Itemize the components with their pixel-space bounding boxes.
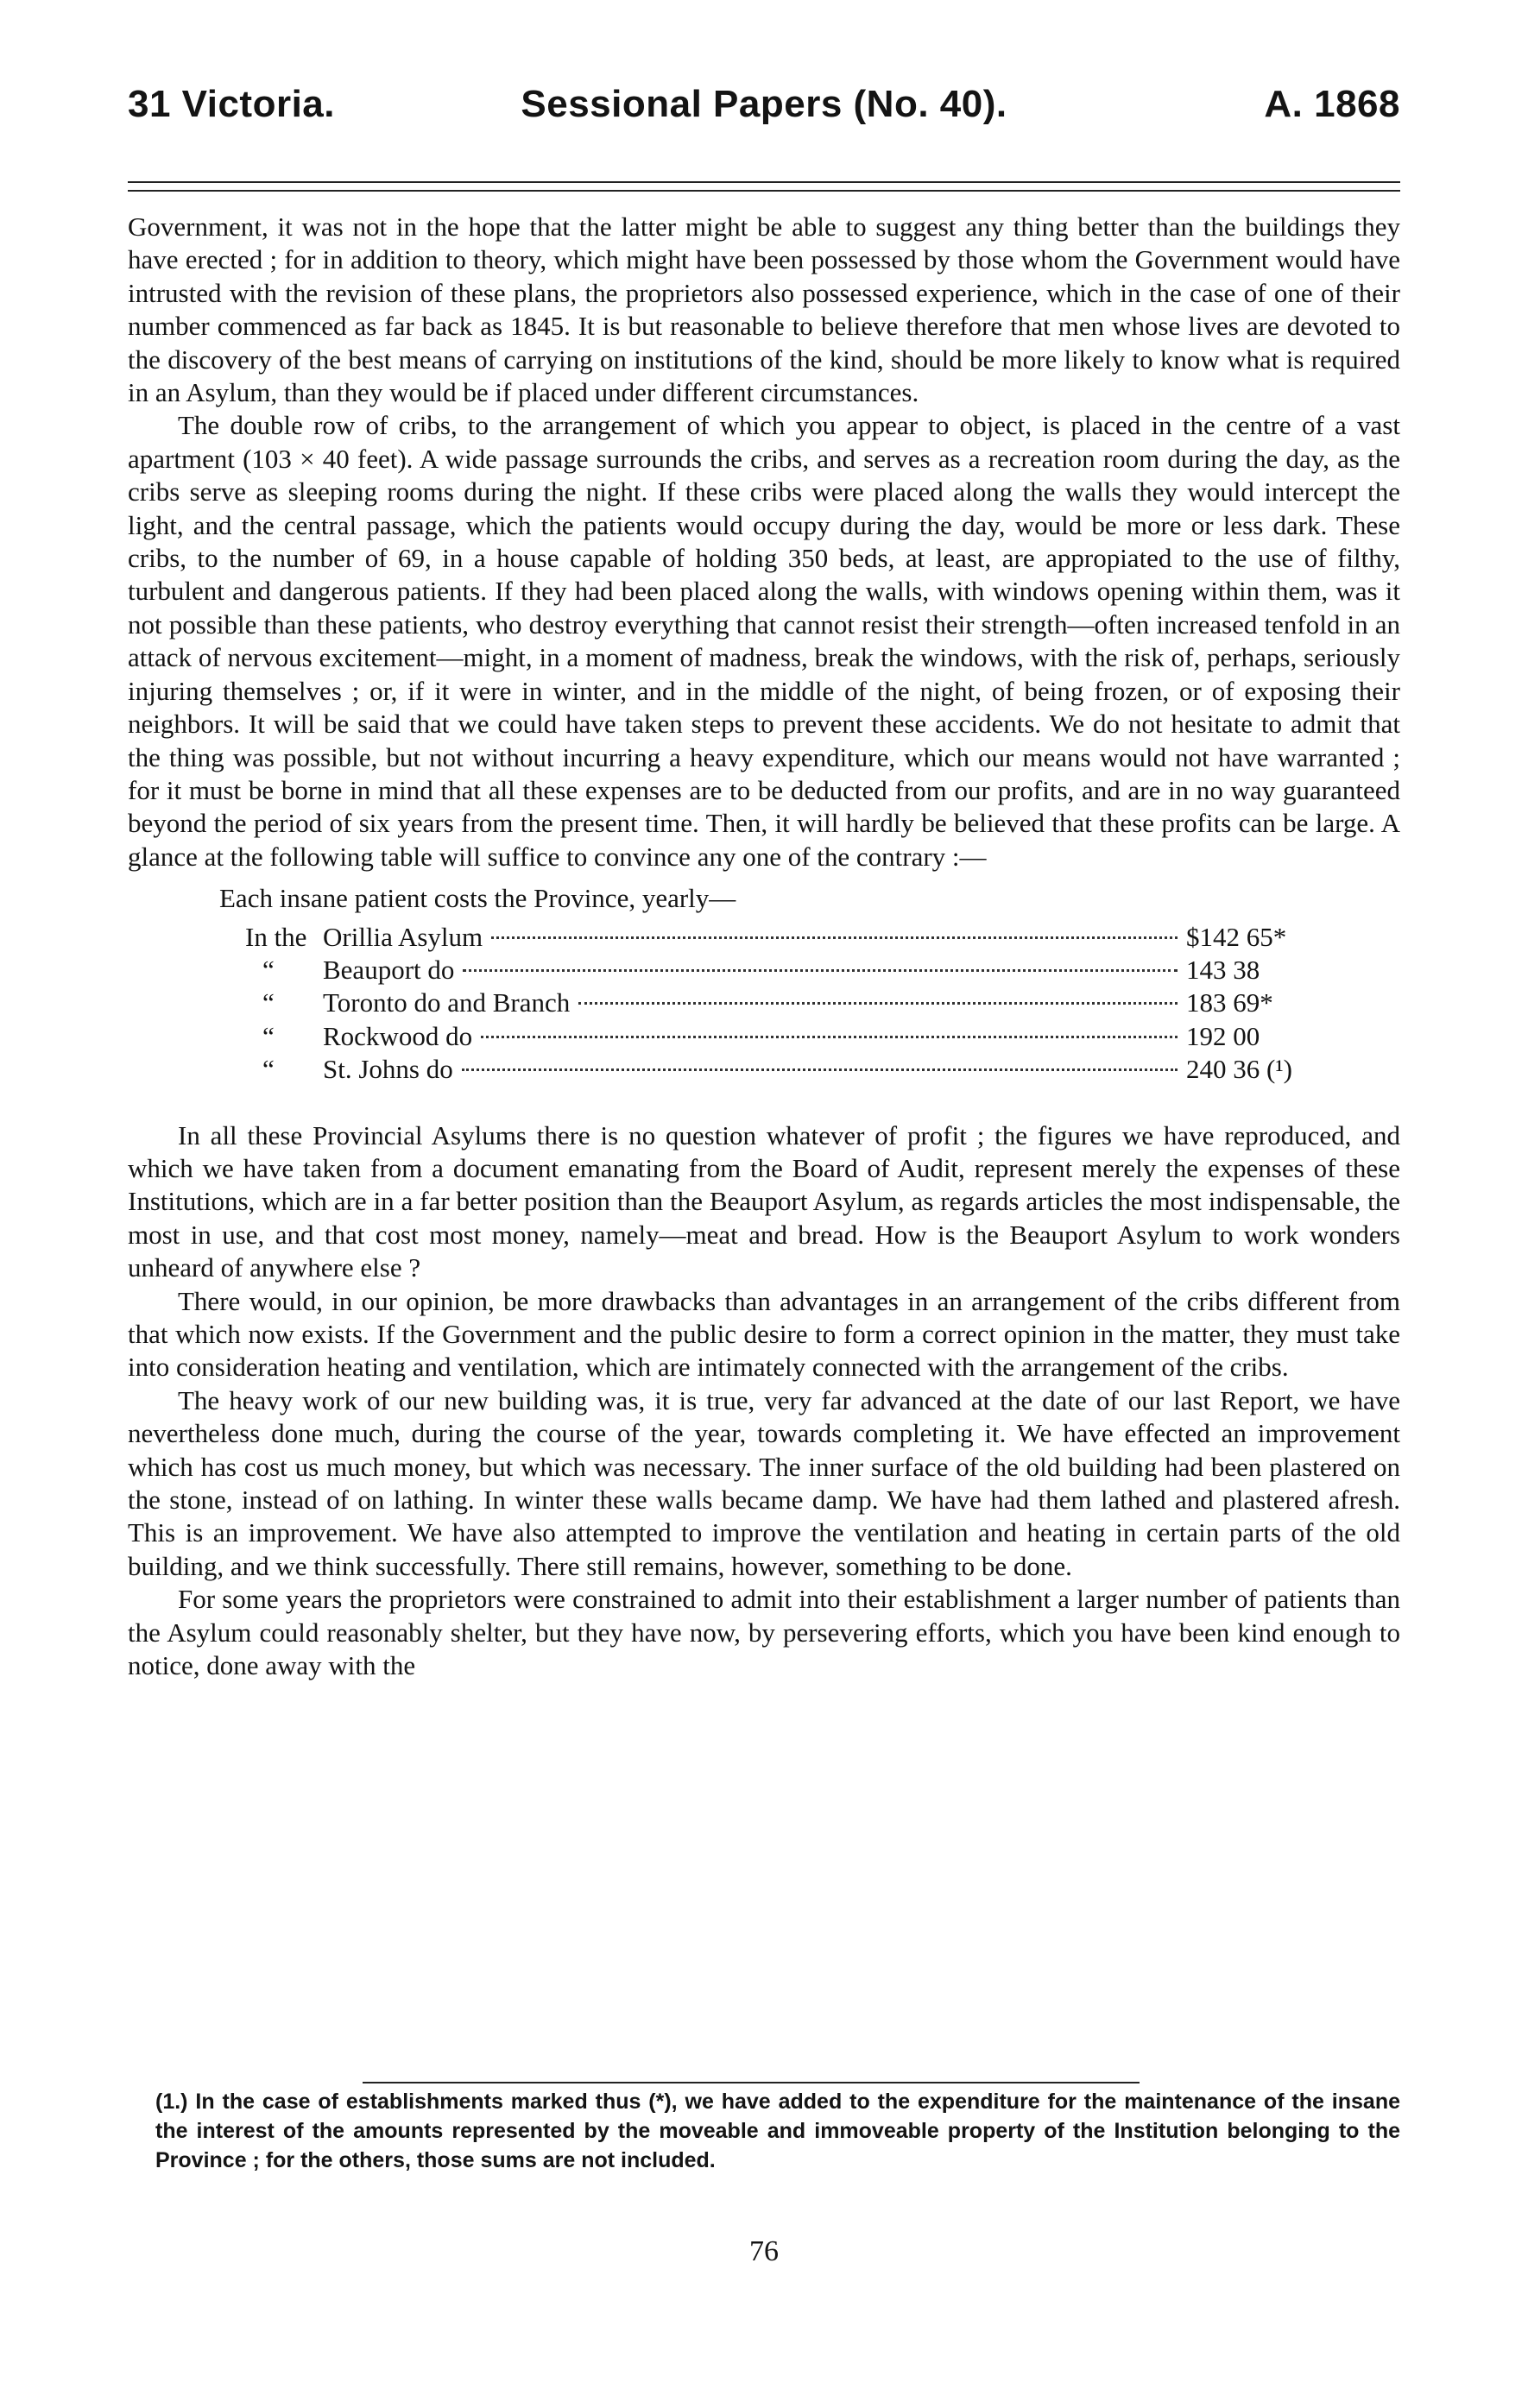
- cost-row-name: Toronto do and Branch: [323, 987, 571, 1018]
- cost-row-prefix: “: [262, 1054, 275, 1085]
- cost-row-name: Rockwood do: [323, 1020, 473, 1051]
- dot-leader: [491, 936, 1178, 939]
- footnote-rule: [363, 2082, 1140, 2083]
- cost-table: [245, 921, 1342, 1087]
- cost-row: [245, 1053, 1342, 1086]
- dot-leader: [463, 969, 1178, 972]
- cost-row: [245, 954, 1342, 987]
- cost-row-amount: 192 00: [1186, 1020, 1260, 1051]
- cost-row: [245, 1020, 1342, 1053]
- paragraph-1: Government, it was not in the hope that the latter might be able to suggest any thing better than the buildings they have erected ; for in addition to theory, which might have been possessed by those whom the Government would have intrusted with the revision of these plans, the proprietors also possessed experience, which in the case of one of their number commenced as far back as 1845. It is but reasonable to believe therefore that men whose lives are devoted to the discovery of the best means of carrying on institutions of the kind, should be more likely to know what is required in an Asylum, than they would be if placed under different circumstances.: [128, 211, 1400, 408]
- paragraph-4: There would, in our opinion, be more drawbacks than advantages in an arrangement of the cribs different from that which now exists. If the Government and the public desire to form a correct opinion in the matter, they must take into consideration heating and ventilation, which are intimately connected with the arrangement of the cribs.: [128, 1285, 1400, 1383]
- cost-row-prefix: In the: [245, 921, 307, 952]
- paragraph-3: In all these Provincial Asylums there is no question whatever of profit ; the figures we have reproduced, and which we have taken from a document emanating from the Board of Audit, represent merely the expenses of these Institutions, which are in a far better position than the Beauport Asylum, as regards articles the most indispensable, the most in use, and that cost most money, namely—meat and bread. How is the Beauport Asylum to work wonders unheard of anywhere else ?: [128, 1119, 1400, 1283]
- dot-leader: [578, 1002, 1178, 1005]
- paragraph-6: For some years the proprietors were constrained to admit into their establishment a larger number of patients than the Asylum could reasonably shelter, but they have now, by persevering efforts, which you have been kind enough to notice, done away with the: [128, 1584, 1400, 1681]
- header-rule: [128, 181, 1400, 192]
- dot-leader: [481, 1036, 1178, 1038]
- cost-row-prefix: “: [262, 1020, 275, 1051]
- cost-row: [245, 987, 1342, 1019]
- cost-row-amount: 143 38: [1186, 954, 1260, 985]
- cost-row-prefix: “: [262, 987, 275, 1018]
- paragraph-2: The double row of cribs, to the arrangement of which you appear to object, is placed in the centre of a vast apartment (103 × 40 feet). A wide passage surrounds the cribs, and serves as a recreation room during the day, as the cribs serve as sleeping rooms during the night. If these cribs were placed along the walls they would intercept the light, and the central passage, which the patients would occupy during the day, would be more or less dark. These cribs, to the number of 69, in a house capable of holding 350 beds, at least, are appropiated to the use of filthy, turbulent and dangerous patients. If they had been placed along the walls, with windows opening within them, was it not possible than these patients, who destroy everything that cannot resist their strength—often increased tenfold in an attack of nervous excitement—might, in a moment of madness, break the windows, with the risk of, perhaps, seriously injuring themselves ; or, if it were in winter, and in the middle of the night, of being frozen, or of exposing their neighbors. It will be said that we could have taken steps to prevent these accidents. We do not hesitate to admit that the thing was possible, but not without incurring a heavy expenditure, which our means would not have warranted ; for it must be borne in mind that all these expenses are to be deducted from our profits, and are in no way guaranteed beyond the period of six years from the present time. Then, it will hardly be believed that these profits can be large. A glance at the following table will suffice to convince any one of the contrary :—: [128, 410, 1400, 872]
- cost-row-amount: $142 65*: [1186, 921, 1287, 952]
- cost-row-name: Orillia Asylum: [323, 921, 483, 952]
- header-year: A. 1868: [1264, 83, 1400, 125]
- body-text: [128, 211, 1400, 1682]
- header-title: Sessional Papers (No. 40).: [521, 83, 1007, 125]
- header-volume: 31 Victoria.: [128, 83, 335, 125]
- cost-row-name: Beauport do: [323, 954, 455, 985]
- running-header: [128, 83, 1400, 143]
- cost-row-amount: 183 69*: [1186, 987, 1273, 1018]
- cost-row-amount: 240 36 (¹): [1186, 1054, 1292, 1085]
- spacer: [128, 1087, 1400, 1119]
- footnote: (1.) In the case of establishments marked thus (*), we have added to the expenditure for the maintenance of the insane the interest of the amounts represented by the moveable and immoveable property of the Institution belonging to the Province ; for the others, those sums are not included.: [155, 2090, 1400, 2172]
- dot-leader: [462, 1068, 1178, 1071]
- page-number: 76: [749, 2235, 779, 2267]
- cost-row-prefix: “: [262, 954, 275, 985]
- cost-row: [245, 921, 1342, 954]
- cost-row-name: St. Johns do: [323, 1054, 453, 1085]
- cost-table-intro: Each insane patient costs the Province, yearly—: [219, 883, 736, 914]
- paragraph-5: The heavy work of our new building was, it is true, very far advanced at the date of our last Report, we have nevertheless done much, during the course of the year, towards completing it. We have effected an improvement which has cost us much money, but which was necessary. The inner surface of the old building had been plastered on the stone, instead of on lathing. In winter these walls became damp. We have had them lathed and plastered afresh. This is an improvement. We have also attempted to improve the ventilation and heating in certain parts of the old building, and we think successfully. There still remains, however, something to be done.: [128, 1384, 1400, 1581]
